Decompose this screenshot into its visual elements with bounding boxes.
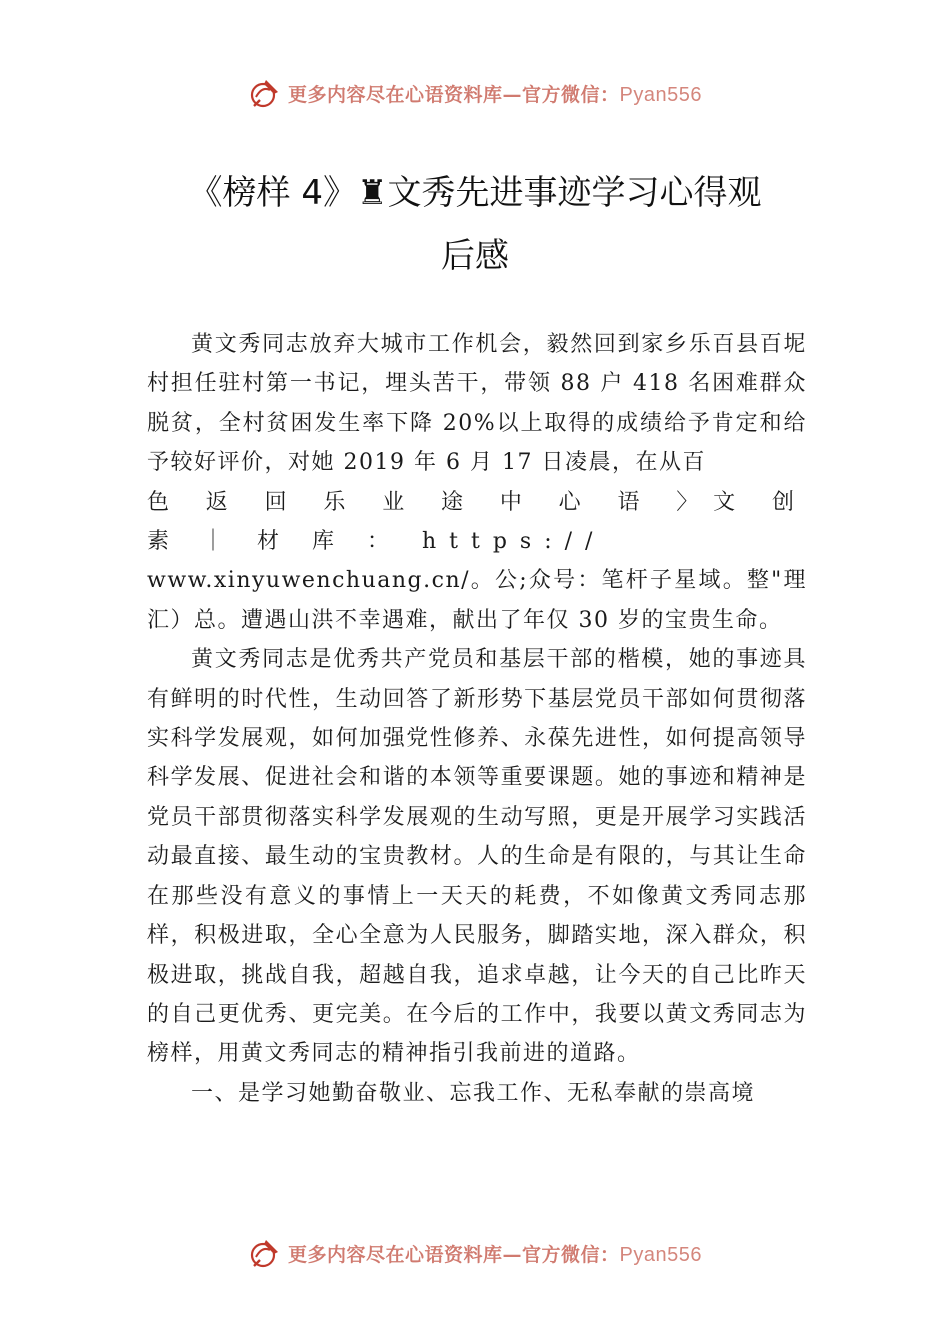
- header-banner-text: 更多内容尽在心语资料库—官方微信：Pyan556: [288, 83, 702, 106]
- pen-logo-icon: [248, 76, 282, 110]
- footer-banner: [0, 1233, 950, 1273]
- paragraph-3: 黄文秀同志是优秀共产党员和基层干部的楷模，她的事迹具有鲜明的时代性，生动回答了新形势下基层党员干部如何贯彻落实科学发展观，如何加强党性修养、永葆先进性，如何提高领导科学发展、促进社会和谐的本领等重要课题。她的事迹和精神是党员干部贯彻落实科学发展观的生动写照，更是开展学习实践活动最直接、最生动的宝贵教材。人的生命是有限的，与其让生命在那些没有意义的事情上一天天的耗费，不如像黄文秀同志那样，积极进取，全心全意为人民服务，脚踏实地，深入群众，积极进取，挑战自我，超越自我，追求卓越，让今天的自己比昨天的自己更优秀、更完美。在今后的工作中，我要以黄文秀同志为榜样，用黄文秀同志的精神指引我前进的道路。: [147, 647, 807, 1067]
- document-title-line-1: 《榜样 4》♜文秀先进事迹学习心得观: [188, 173, 762, 213]
- paragraph-2-line-2: www.xinyuwenchuang.cn/。公;众号：笔杆子星域。整"理汇）总。遭遇山洪不幸遇难，献出了年仅 30 岁的宝贵生命。: [147, 568, 807, 633]
- paragraph-1: 黄文秀同志放弃大城市工作机会，毅然回到家乡乐百县百坭村担任驻村第一书记，埋头苦干，带领 88 户 418 名困难群众脱贫，全村贫困发生率下降 20%以上取得的成绩给予肯定和给予较好评价，对她 2019 年 6 月 17 日凌晨，在从百: [147, 332, 807, 476]
- paragraph-2-line-1: 色 返 回 乐 业 途 中 心 语 〉文 创 素 ｜ 材 库 ： https://: [147, 489, 807, 555]
- paragraph-4: 一、是学习她勤奋敬业、忘我工作、无私奉献的崇高境: [191, 1080, 756, 1106]
- document-title-line-2: 后感: [441, 236, 509, 276]
- pen-logo-icon: [248, 1236, 282, 1270]
- header-banner: [0, 73, 950, 113]
- footer-banner-text: 更多内容尽在心语资料库—官方微信：Pyan556: [288, 1243, 702, 1266]
- document-body: [147, 325, 807, 1113]
